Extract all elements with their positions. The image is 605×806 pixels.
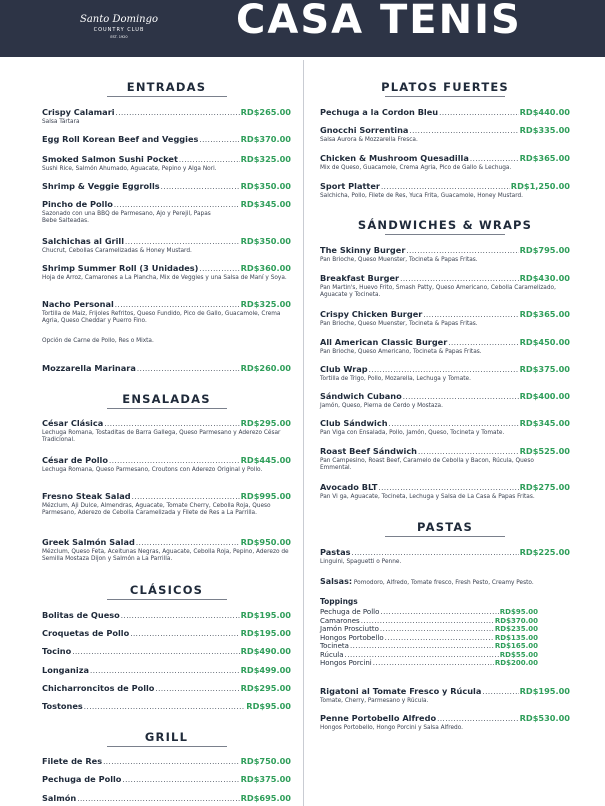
menu-item [42, 263, 291, 282]
menu-item [320, 181, 570, 200]
item-name: Pincho de Pollo [42, 199, 113, 209]
menu-item [320, 482, 570, 501]
item-name: Croquetas de Pollo [42, 628, 130, 638]
item-price: RD$295.00 [240, 683, 291, 693]
item-description: Salsa Aurora & Mozzarella Fresca. [320, 137, 418, 143]
toppings-heading [320, 597, 570, 607]
item-price: RD$695.00 [240, 793, 291, 803]
topping-price: RD$55.00 [499, 650, 538, 659]
topping-name: Hongos Porcini [320, 659, 372, 667]
topping-row [320, 617, 538, 626]
menu-item [42, 363, 291, 374]
item-description: Pan Viga con Ensalada, Pollo, Jamón, Queso, Tocineta y Tomate. [320, 430, 505, 436]
topping-price: RD$135.00 [494, 633, 538, 642]
item-price: RD$400.00 [519, 391, 570, 401]
toppings-list [320, 608, 538, 668]
section-underline [107, 599, 227, 600]
section-grill [42, 730, 291, 747]
item-name: Crispy Chicken Burger [320, 309, 423, 319]
menu-item [320, 547, 570, 566]
menu-item [42, 665, 291, 676]
menu-item [42, 107, 291, 126]
item-name: Gnocchi Sorrentina [320, 125, 409, 135]
item-name: Fresno Steak Salad [42, 491, 131, 501]
menu-item [42, 683, 291, 694]
menu-item [42, 134, 291, 145]
menu-item [42, 299, 291, 325]
menu-item [320, 364, 570, 383]
section-platos-fuertes [320, 80, 570, 97]
item-price: RD$275.00 [519, 482, 570, 492]
menu-item [320, 418, 570, 437]
logo-club-text: COUNTRY CLUB [93, 27, 145, 33]
item-name: Club Sándwich [320, 418, 388, 428]
section-title: ENTRADAS [126, 80, 207, 94]
item-name: Breakfast Burger [320, 273, 400, 283]
topping-row [320, 634, 538, 643]
item-price: RD$225.00 [519, 547, 570, 557]
item-name: Greek Salmón Salad [42, 537, 135, 547]
topping-row [320, 659, 538, 668]
item-price: RD$325.00 [240, 299, 291, 309]
item-description: Pan Vi ga, Aguacate, Tocineta, Lechuga y Salsa de La Casa & Papas Fritas. [320, 494, 535, 500]
item-price: RD$335.00 [519, 125, 570, 135]
topping-name: Tocineta [320, 642, 349, 650]
menu-item [320, 686, 570, 705]
section-underline [107, 746, 227, 747]
item-name: Salmón [42, 793, 77, 803]
menu-item [42, 181, 291, 192]
item-description: Linguini, Spaguetti o Penne. [320, 559, 402, 565]
item-name: Chicken & Mushroom Quesadilla [320, 153, 469, 163]
item-price: RD$350.00 [240, 236, 291, 246]
item-name: César de Pollo [42, 455, 108, 465]
menu-item [320, 273, 570, 299]
menu-item [42, 491, 291, 517]
menu-item [42, 610, 291, 621]
menu-item [320, 153, 570, 172]
item-price: RD$450.00 [519, 337, 570, 347]
toppings-label: Toppings [320, 597, 358, 606]
item-price: RD$530.00 [519, 713, 570, 723]
item-description: Lechuga Romana, Queso Parmesano, Croutons con Aderezo Original y Pollo. [42, 467, 263, 473]
item-description: Salchicha, Pollo, Filete de Res, Yuca Frita, Guacamole, Honey Mustard. [320, 193, 524, 199]
header-bar [0, 0, 605, 57]
page-title: CASA TENIS [236, 0, 522, 43]
menu-item [42, 756, 291, 767]
item-description: Tomate, Cherry, Parmesano y Rúcula. [320, 698, 429, 704]
item-name: Mozzarella Marinara [42, 363, 136, 373]
item-name: Chicharroncitos de Pollo [42, 683, 155, 693]
topping-row [320, 625, 538, 634]
item-price: RD$375.00 [240, 774, 291, 784]
section-underline [107, 96, 227, 97]
item-price: RD$195.00 [240, 628, 291, 638]
menu-item [42, 154, 291, 173]
item-price: RD$260.00 [240, 363, 291, 373]
item-name: Pechuga de Pollo [42, 774, 122, 784]
topping-name: Pechuga de Pollo [320, 608, 380, 616]
item-price: RD$499.00 [240, 665, 291, 675]
item-name: Tocino [42, 646, 72, 656]
item-description: Salsa Tártara [42, 119, 80, 125]
menu-item [42, 236, 291, 255]
item-name: Sándwich Cubano [320, 391, 402, 401]
topping-row [320, 608, 538, 617]
item-description: Pan Martin's, Huevo Frito, Smash Patty, Queso Americano, Cebolla Caramelizado, Aguacate y Tocineta. [320, 285, 556, 298]
item-name: Nacho Personal [42, 299, 114, 309]
item-price: RD$350.00 [240, 181, 291, 191]
item-name: All American Classic Burger [320, 337, 448, 347]
section-underline [385, 536, 505, 537]
section-underline [385, 234, 505, 235]
item-description: Mix de Queso, Guacamole, Crema Agria, Pico de Gallo & Lechuga. [320, 165, 512, 171]
menu-item [42, 418, 291, 444]
topping-name: Rúcula [320, 650, 344, 659]
item-name: Club Wrap [320, 364, 368, 374]
section-title: ENSALADAS [122, 392, 211, 406]
menu-item [320, 245, 570, 264]
menu-item [42, 455, 291, 474]
topping-name: Jamón Prosciutto [320, 625, 379, 633]
option-note: Opción de Carne de Pollo, Res o Mixta. [42, 338, 154, 344]
item-description: Jamón, Queso, Pierna de Cerdo y Mostaza. [320, 403, 443, 409]
menu-item [320, 125, 570, 144]
item-description: Pan Campesino, Roast Beef, Caramelo de Cebolla y Bacon, Rúcula, Queso Emmental. [320, 458, 534, 471]
section-title: GRILL [144, 730, 189, 744]
item-description: Mézclum, Aji Dulce, Almendras, Aguacate, Tomate Cherry, Cebolla Roja, Queso Parmesano, Aderezo de Cebolla Caramelizada y Filete de Res a La Parrilla. [42, 503, 271, 516]
section-title: CLÁSICOS [129, 583, 204, 597]
menu-item [42, 793, 291, 804]
item-price: RD$295.00 [240, 418, 291, 428]
section-title: PASTAS [417, 520, 473, 534]
item-price: RD$365.00 [519, 153, 570, 163]
item-price: RD$360.00 [240, 263, 291, 273]
item-price: RD$995.00 [240, 491, 291, 501]
topping-price: RD$165.00 [494, 642, 538, 650]
item-name: Rigatoni al Tomate Fresco y Rúcula [320, 686, 482, 696]
item-name: Pechuga a la Cordon Bleu [320, 107, 439, 117]
item-price: RD$345.00 [519, 418, 570, 428]
topping-row [320, 651, 538, 660]
item-description: Pan Brioche, Queso Muenster, Tocineta & Papas Fritas. [320, 321, 478, 327]
menu-item [42, 646, 291, 657]
topping-price: RD$200.00 [494, 659, 538, 667]
item-price: RD$375.00 [519, 364, 570, 374]
item-description: Sushi Rice, Salmón Ahumado, Aguacate, Pepino y Alga Nori. [42, 166, 217, 172]
section-ensaladas [42, 392, 291, 409]
item-price: RD$365.00 [519, 309, 570, 319]
item-name: Longaniza [42, 665, 89, 675]
logo-est-text: EST. 1920 [110, 35, 128, 39]
topping-price: RD$95.00 [499, 608, 538, 616]
item-price: RD$195.00 [240, 610, 291, 620]
item-price: RD$445.00 [240, 455, 291, 465]
item-name: Bolitas de Queso [42, 610, 120, 620]
item-name: Filete de Res [42, 756, 103, 766]
menu-item [42, 701, 291, 712]
column-divider [303, 60, 304, 806]
item-price: RD$345.00 [240, 199, 291, 209]
menu-item [42, 537, 291, 563]
item-name: Salchichas al Grill [42, 236, 125, 246]
topping-price: RD$235.00 [494, 625, 538, 633]
item-name: Avocado BLT [320, 482, 378, 492]
item-description: Sazonado con una BBQ de Parmesano, Ajo y Perejil, Papas Bebe Salteadas. [42, 211, 211, 224]
item-price: RD$95.00 [246, 701, 291, 711]
salsas-label: Salsas: [320, 577, 353, 586]
section-underline [107, 408, 227, 409]
item-description: Tortilla de Trigo, Pollo, Mozarella, Lechuga y Tomate. [320, 376, 471, 382]
item-price: RD$795.00 [519, 245, 570, 255]
menu-item [320, 309, 570, 328]
item-name: César Clásica [42, 418, 104, 428]
item-price: RD$430.00 [519, 273, 570, 283]
item-price: RD$1,250.00 [510, 181, 570, 191]
section-title: SÁNDWICHES & WRAPS [357, 218, 533, 232]
item-description: Chucrut, Cebollas Caramelizadas & Honey Mustard. [42, 248, 192, 254]
item-price: RD$750.00 [240, 756, 291, 766]
item-name: Sport Platter [320, 181, 380, 191]
item-description: Pan Brioche, Queso Americano, Tocineta & Papas Fritas. [320, 349, 482, 355]
item-name: Crispy Calamari [42, 107, 115, 117]
topping-name: Hongos Portobello [320, 633, 384, 642]
item-price: RD$440.00 [519, 107, 570, 117]
topping-name: Camarones [320, 616, 360, 625]
item-price: RD$195.00 [519, 686, 570, 696]
item-name: Pastas [320, 547, 351, 557]
item-description: Pan Brioche, Queso Muenster, Tocineta & Papas Fritas. [320, 257, 478, 263]
menu-item [320, 107, 570, 118]
item-price: RD$490.00 [240, 646, 291, 656]
item-description: Hongos Portobello, Hongo Porcini y Salsa Alfredo. [320, 725, 464, 731]
club-logo [68, 14, 170, 39]
salsas-text: Pomodoro, Alfredo, Tomate fresco, Fresh Pesto, Creamy Pesto. [353, 580, 534, 586]
item-price: RD$265.00 [240, 107, 291, 117]
salsas-line [320, 577, 534, 586]
menu-item [320, 337, 570, 356]
section-sandwiches [320, 218, 570, 235]
item-price: RD$525.00 [519, 446, 570, 456]
section-underline [385, 96, 505, 97]
menu-item [320, 446, 570, 472]
item-name: The Skinny Burger [320, 245, 406, 255]
item-name: Roast Beef Sándwich [320, 446, 418, 456]
item-name: Smoked Salmon Sushi Pocket [42, 154, 178, 164]
item-price: RD$325.00 [240, 154, 291, 164]
item-price: RD$370.00 [240, 134, 291, 144]
item-description: Mézclum, Queso Feta, Aceitunas Negras, Aguacate, Cebolla Roja, Pepino, Aderezo de Semilla Mostaza Dijon y Salmón a La Parrilla. [42, 549, 289, 562]
item-name: Penne Portobello Alfredo [320, 713, 437, 723]
item-description: Hoja de Arroz, Camarones a La Plancha, Mix de Veggies y una Salsa de Maní y Soya. [42, 275, 287, 281]
menu-item [320, 391, 570, 410]
section-title: PLATOS FUERTES [381, 80, 509, 94]
item-name: Shrimp Summer Roll (3 Unidades) [42, 263, 199, 273]
item-name: Shrimp & Veggie Eggrolls [42, 181, 160, 191]
logo-script: Santo Domingo [79, 14, 159, 25]
item-name: Tostones [42, 701, 83, 711]
item-description: Lechuga Romana, Tostaditas de Barra Gallega, Queso Parmesano y Aderezo César Tradicional. [42, 430, 281, 443]
item-name: Egg Roll Korean Beef and Veggies [42, 134, 199, 144]
section-pastas [320, 520, 570, 537]
menu-item [42, 199, 291, 225]
item-price: RD$950.00 [240, 537, 291, 547]
menu-item [42, 628, 291, 639]
topping-row [320, 642, 538, 651]
topping-price: RD$370.00 [494, 616, 538, 625]
section-entradas [42, 80, 291, 97]
menu-item [42, 774, 291, 785]
section-clasicos [42, 583, 291, 600]
menu-item [320, 713, 570, 732]
item-description: Tortilla de Maiz, Frijoles Refritos, Queso Fundido, Pico de Gallo, Guacamole, Crema Agria, Queso Cheddar y Puerro Fino. [42, 311, 281, 324]
